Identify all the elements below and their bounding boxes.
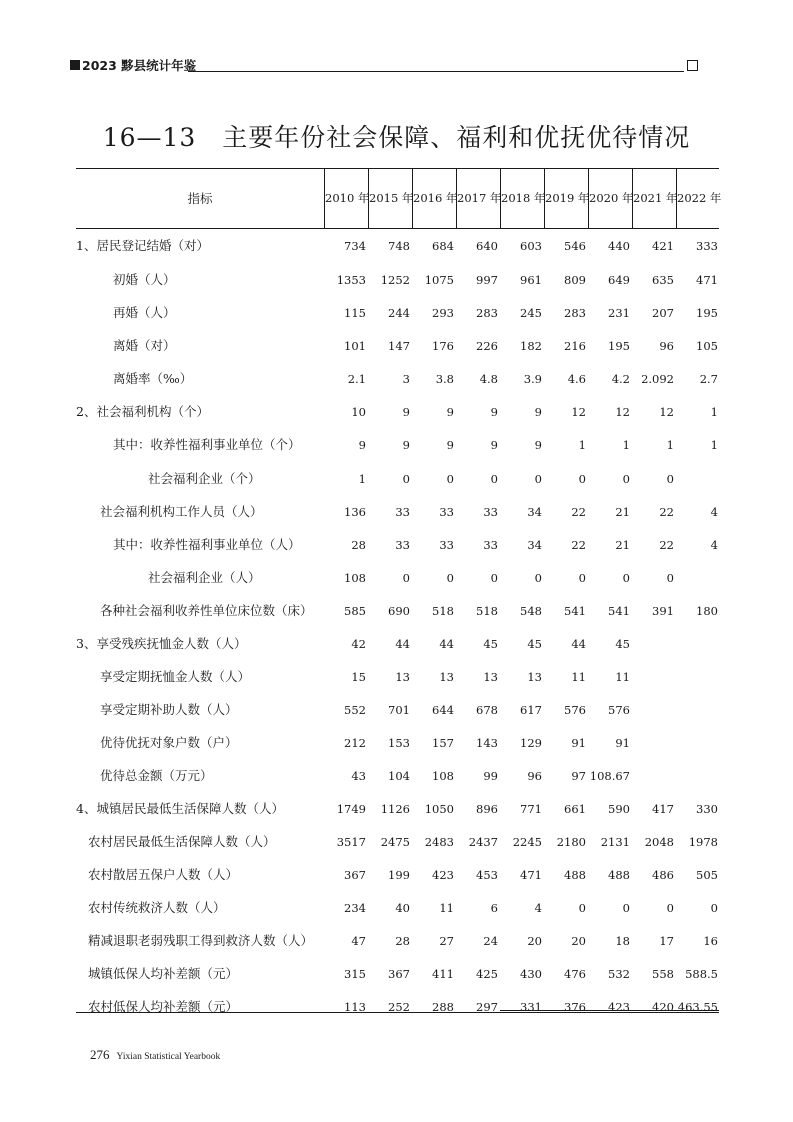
year-column-header: 2020 年 <box>588 169 633 228</box>
year-column-header: 2010 年 <box>324 169 369 228</box>
value-cell: 541 <box>608 604 630 618</box>
value-cell: 0 <box>446 571 454 585</box>
value-cell: 423 <box>432 868 454 882</box>
value-cell: 96 <box>659 339 674 353</box>
value-cell: 9 <box>534 405 542 419</box>
value-cell: 4.6 <box>567 372 586 386</box>
value-cell: 488 <box>608 868 630 882</box>
value-cell: 0 <box>666 571 674 585</box>
value-cell: 97 <box>571 769 586 783</box>
value-cell: 9 <box>534 438 542 452</box>
value-cell: 3 <box>402 372 410 386</box>
value-cell: 195 <box>608 339 630 353</box>
value-cell: 288 <box>432 1000 454 1014</box>
header-rule <box>188 71 684 72</box>
value-cell: 576 <box>564 703 586 717</box>
value-cell: 293 <box>432 306 454 320</box>
value-cell: 207 <box>652 306 674 320</box>
value-cell: 997 <box>476 273 498 287</box>
value-cell: 13 <box>483 670 498 684</box>
table-row <box>76 236 719 269</box>
value-cell: 15 <box>351 670 366 684</box>
value-cell: 176 <box>432 339 454 353</box>
value-cell: 22 <box>571 538 586 552</box>
page-number: 276 <box>90 1047 110 1062</box>
value-cell: 0 <box>534 472 542 486</box>
value-cell: 3.9 <box>523 372 542 386</box>
table-row <box>76 435 719 468</box>
value-cell: 16 <box>703 934 718 948</box>
table-row <box>76 997 719 1030</box>
value-cell: 0 <box>446 472 454 486</box>
table-row <box>76 502 719 535</box>
value-cell: 17 <box>659 934 674 948</box>
value-cell: 13 <box>527 670 542 684</box>
row-label: 离婚（对） <box>113 338 176 353</box>
value-cell: 0 <box>710 901 718 915</box>
value-cell: 1050 <box>424 802 454 816</box>
value-cell: 590 <box>608 802 630 816</box>
value-cell: 34 <box>527 538 542 552</box>
value-cell: 2048 <box>644 835 674 849</box>
value-cell: 231 <box>608 306 630 320</box>
table-row <box>76 667 719 700</box>
value-cell: 1075 <box>424 273 454 287</box>
table-row <box>76 469 719 502</box>
table-header <box>76 168 722 229</box>
value-cell: 453 <box>476 868 498 882</box>
value-cell: 105 <box>696 339 718 353</box>
header-square-mark <box>70 60 80 70</box>
value-cell: 12 <box>571 405 586 419</box>
value-cell: 748 <box>388 239 410 253</box>
value-cell: 2475 <box>380 835 410 849</box>
value-cell: 9 <box>490 405 498 419</box>
value-cell: 640 <box>476 239 498 253</box>
indicator-column-header: 指标 <box>187 191 213 206</box>
value-cell: 182 <box>520 339 542 353</box>
value-cell: 0 <box>402 472 410 486</box>
table-row <box>76 336 719 369</box>
value-cell: 20 <box>571 934 586 948</box>
value-cell: 2437 <box>468 835 498 849</box>
value-cell: 22 <box>659 538 674 552</box>
value-cell: 809 <box>564 273 586 287</box>
value-cell: 115 <box>344 306 366 320</box>
value-cell: 2.7 <box>699 372 718 386</box>
value-cell: 333 <box>696 239 718 253</box>
value-cell: 2.1 <box>347 372 366 386</box>
value-cell: 13 <box>395 670 410 684</box>
table-title: 16—13 主要年份社会保障、福利和优抚优待情况 <box>102 123 691 152</box>
value-cell: 9 <box>358 438 366 452</box>
value-cell: 331 <box>520 1000 542 1014</box>
value-cell: 10 <box>351 405 366 419</box>
value-cell: 20 <box>527 934 542 948</box>
value-cell: 532 <box>608 967 630 981</box>
value-cell: 391 <box>652 604 674 618</box>
value-cell: 2.092 <box>641 372 674 386</box>
value-cell: 678 <box>476 703 498 717</box>
row-label: 2、社会福利机构（个） <box>76 404 209 419</box>
value-cell: 4.8 <box>479 372 498 386</box>
value-cell: 771 <box>520 802 542 816</box>
table-row <box>76 535 719 568</box>
value-cell: 33 <box>395 538 410 552</box>
value-cell: 541 <box>564 604 586 618</box>
value-cell: 199 <box>388 868 410 882</box>
value-cell: 896 <box>476 802 498 816</box>
value-cell: 9 <box>446 438 454 452</box>
value-cell: 1353 <box>336 273 366 287</box>
value-cell: 1126 <box>380 802 410 816</box>
value-cell: 576 <box>608 703 630 717</box>
value-cell: 548 <box>520 604 542 618</box>
value-cell: 476 <box>564 967 586 981</box>
value-cell: 99 <box>483 769 498 783</box>
value-cell: 47 <box>351 934 366 948</box>
year-column-header: 2015 年 <box>368 169 413 228</box>
bottom-partial-rule <box>500 1010 719 1011</box>
value-cell: 961 <box>520 273 542 287</box>
value-cell: 1 <box>622 438 630 452</box>
value-cell: 585 <box>344 604 366 618</box>
row-label: 初婚（人） <box>113 272 176 287</box>
value-cell: 488 <box>564 868 586 882</box>
value-cell: 518 <box>432 604 454 618</box>
value-cell: 96 <box>527 769 542 783</box>
value-cell: 9 <box>490 438 498 452</box>
value-cell: 552 <box>344 703 366 717</box>
value-cell: 108 <box>432 769 454 783</box>
value-cell: 22 <box>571 505 586 519</box>
value-cell: 153 <box>388 736 410 750</box>
value-cell: 101 <box>344 339 366 353</box>
value-cell: 376 <box>564 1000 586 1014</box>
row-label: 精减退职老弱残职工得到救济人数（人） <box>88 933 314 948</box>
value-cell: 4 <box>710 505 718 519</box>
value-cell: 21 <box>615 505 630 519</box>
table-row <box>76 303 719 336</box>
value-cell: 22 <box>659 505 674 519</box>
value-cell: 147 <box>388 339 410 353</box>
value-cell: 420 <box>652 1000 674 1014</box>
value-cell: 45 <box>483 637 498 651</box>
value-cell: 252 <box>388 1000 410 1014</box>
value-cell: 423 <box>608 1000 630 1014</box>
row-label: 4、城镇居民最低生活保障人数（人） <box>76 801 284 816</box>
value-cell: 11 <box>571 670 586 684</box>
row-label: 社会福利企业（个） <box>148 471 261 486</box>
value-cell: 617 <box>520 703 542 717</box>
value-cell: 33 <box>439 505 454 519</box>
value-cell: 44 <box>571 637 586 651</box>
value-cell: 0 <box>402 571 410 585</box>
value-cell: 1 <box>358 472 366 486</box>
value-cell: 0 <box>490 472 498 486</box>
row-label: 离婚率（‰） <box>113 371 193 386</box>
value-cell: 330 <box>696 802 718 816</box>
year-column-header: 2021 年 <box>632 169 677 228</box>
value-cell: 13 <box>439 670 454 684</box>
value-cell: 108 <box>344 571 366 585</box>
value-cell: 40 <box>395 901 410 915</box>
year-column-header: 2017 年 <box>456 169 501 228</box>
row-label: 享受定期补助人数（人） <box>100 702 238 717</box>
value-cell: 1978 <box>688 835 718 849</box>
row-label: 农村低保人均补差额（元） <box>88 999 239 1014</box>
value-cell: 411 <box>432 967 454 981</box>
value-cell: 9 <box>402 438 410 452</box>
value-cell: 1 <box>666 438 674 452</box>
value-cell: 0 <box>490 571 498 585</box>
value-cell: 367 <box>344 868 366 882</box>
row-label: 农村居民最低生活保障人数（人） <box>88 834 276 849</box>
header-box-mark <box>687 60 698 71</box>
value-cell: 91 <box>615 736 630 750</box>
value-cell: 44 <box>395 637 410 651</box>
row-label: 享受定期抚恤金人数（人） <box>100 669 251 684</box>
table-body <box>76 229 719 1013</box>
value-cell: 315 <box>344 967 366 981</box>
value-cell: 3.8 <box>435 372 454 386</box>
value-cell: 0 <box>578 901 586 915</box>
value-cell: 734 <box>344 239 366 253</box>
table-row <box>76 369 719 402</box>
table-row <box>76 832 719 865</box>
value-cell: 283 <box>476 306 498 320</box>
value-cell: 1 <box>710 405 718 419</box>
value-cell: 518 <box>476 604 498 618</box>
value-cell: 558 <box>652 967 674 981</box>
value-cell: 104 <box>388 769 410 783</box>
row-label: 其中：收养性福利事业单位（人） <box>113 537 301 552</box>
value-cell: 34 <box>527 505 542 519</box>
value-cell: 11 <box>439 901 454 915</box>
row-label: 城镇低保人均补差额（元） <box>88 966 239 981</box>
value-cell: 2245 <box>512 835 542 849</box>
value-cell: 4 <box>710 538 718 552</box>
value-cell: 486 <box>652 868 674 882</box>
value-cell: 0 <box>622 901 630 915</box>
row-label: 优待总金额（万元） <box>100 768 213 783</box>
value-cell: 45 <box>615 637 630 651</box>
value-cell: 136 <box>344 505 366 519</box>
value-cell: 33 <box>483 538 498 552</box>
value-cell: 1252 <box>380 273 410 287</box>
value-cell: 18 <box>615 934 630 948</box>
table-row <box>76 634 719 667</box>
value-cell: 0 <box>622 472 630 486</box>
value-cell: 684 <box>432 239 454 253</box>
value-cell: 0 <box>622 571 630 585</box>
value-cell: 33 <box>483 505 498 519</box>
value-cell: 11 <box>615 670 630 684</box>
value-cell: 1749 <box>336 802 366 816</box>
value-cell: 1 <box>578 438 586 452</box>
value-cell: 244 <box>388 306 410 320</box>
value-cell: 471 <box>520 868 542 882</box>
value-cell: 0 <box>578 472 586 486</box>
row-label: 农村传统救济人数（人） <box>88 900 226 915</box>
value-cell: 661 <box>564 802 586 816</box>
value-cell: 108.67 <box>589 769 630 783</box>
value-cell: 42 <box>351 637 366 651</box>
year-column-header: 2016 年 <box>412 169 457 228</box>
table-row <box>76 931 719 964</box>
value-cell: 297 <box>476 1000 498 1014</box>
value-cell: 546 <box>564 239 586 253</box>
value-cell: 33 <box>439 538 454 552</box>
value-cell: 440 <box>608 239 630 253</box>
page-footer <box>90 1046 220 1064</box>
value-cell: 129 <box>520 736 542 750</box>
value-cell: 421 <box>652 239 674 253</box>
value-cell: 27 <box>439 934 454 948</box>
value-cell: 28 <box>351 538 366 552</box>
row-label: 各种社会福利收养性单位床位数（床） <box>100 603 313 618</box>
value-cell: 2180 <box>556 835 586 849</box>
value-cell: 690 <box>388 604 410 618</box>
value-cell: 180 <box>696 604 718 618</box>
value-cell: 425 <box>476 967 498 981</box>
table-row <box>76 601 719 634</box>
value-cell: 505 <box>696 868 718 882</box>
value-cell: 0 <box>666 901 674 915</box>
value-cell: 28 <box>395 934 410 948</box>
row-label: 其中：收养性福利事业单位（个） <box>113 437 301 452</box>
table-row <box>76 964 719 997</box>
value-cell: 113 <box>344 1000 366 1014</box>
value-cell: 45 <box>527 637 542 651</box>
value-cell: 701 <box>388 703 410 717</box>
value-cell: 0 <box>534 571 542 585</box>
value-cell: 9 <box>446 405 454 419</box>
value-cell: 430 <box>520 967 542 981</box>
table-row <box>76 766 719 799</box>
value-cell: 649 <box>608 273 630 287</box>
value-cell: 0 <box>578 571 586 585</box>
value-cell: 91 <box>571 736 586 750</box>
value-cell: 43 <box>351 769 366 783</box>
value-cell: 471 <box>696 273 718 287</box>
value-cell: 234 <box>344 901 366 915</box>
value-cell: 24 <box>483 934 498 948</box>
value-cell: 4 <box>534 901 542 915</box>
value-cell: 216 <box>564 339 586 353</box>
row-label: 1、居民登记结婚（对） <box>76 238 209 253</box>
year-column-header: 2018 年 <box>500 169 545 228</box>
value-cell: 195 <box>696 306 718 320</box>
table-row <box>76 898 719 931</box>
value-cell: 2131 <box>600 835 630 849</box>
table-row <box>76 402 719 435</box>
table-row <box>76 700 719 733</box>
value-cell: 367 <box>388 967 410 981</box>
value-cell: 635 <box>652 273 674 287</box>
value-cell: 143 <box>476 736 498 750</box>
row-label: 再婚（人） <box>113 305 176 320</box>
value-cell: 644 <box>432 703 454 717</box>
value-cell: 463.55 <box>677 1000 718 1014</box>
year-column-header: 2019 年 <box>544 169 589 228</box>
row-label: 3、享受残疾抚恤金人数（人） <box>76 636 247 651</box>
value-cell: 603 <box>520 239 542 253</box>
value-cell: 417 <box>652 802 674 816</box>
table-row <box>76 568 719 601</box>
value-cell: 245 <box>520 306 542 320</box>
value-cell: 212 <box>344 736 366 750</box>
table-row <box>76 799 719 832</box>
row-label: 社会福利企业（人） <box>148 570 261 585</box>
running-header <box>70 57 698 73</box>
row-label: 优待优抚对象户数（户） <box>100 735 238 750</box>
value-cell: 0 <box>666 472 674 486</box>
value-cell: 4.2 <box>611 372 630 386</box>
value-cell: 33 <box>395 505 410 519</box>
value-cell: 3517 <box>336 835 366 849</box>
yearbook-title: 2023 黟县统计年鉴 <box>82 58 197 73</box>
footer-yearbook-name: Yixian Statistical Yearbook <box>116 1052 221 1062</box>
year-column-header: 2022 年 <box>676 169 721 228</box>
table-row <box>76 733 719 766</box>
value-cell: 588.5 <box>685 967 718 981</box>
value-cell: 44 <box>439 637 454 651</box>
table-row <box>76 270 719 303</box>
value-cell: 226 <box>476 339 498 353</box>
value-cell: 21 <box>615 538 630 552</box>
table-row <box>76 865 719 898</box>
value-cell: 12 <box>659 405 674 419</box>
value-cell: 1 <box>710 438 718 452</box>
row-label: 社会福利机构工作人员（人） <box>100 504 263 519</box>
value-cell: 2483 <box>424 835 454 849</box>
statistics-table <box>76 168 722 1014</box>
value-cell: 6 <box>490 901 498 915</box>
value-cell: 157 <box>432 736 454 750</box>
value-cell: 12 <box>615 405 630 419</box>
value-cell: 283 <box>564 306 586 320</box>
value-cell: 9 <box>402 405 410 419</box>
row-label: 农村散居五保户人数（人） <box>88 867 239 882</box>
